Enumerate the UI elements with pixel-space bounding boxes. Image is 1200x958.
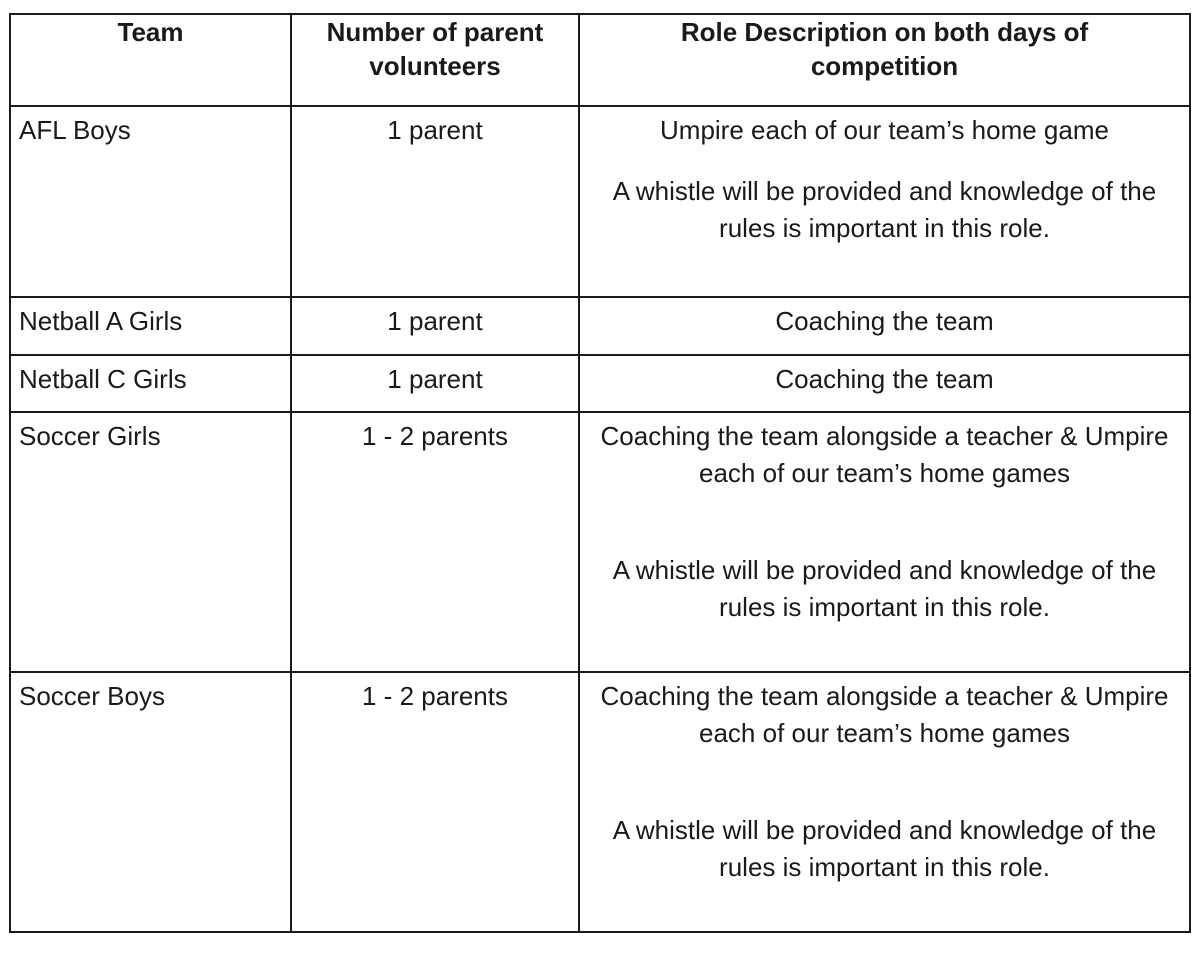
role-description: Coaching the team alongside a teacher & Umpire each of our team’s home games [600, 421, 1169, 488]
table-row [10, 412, 1190, 672]
header-team: Team [10, 14, 291, 106]
role-cell [579, 412, 1190, 672]
team-cell [10, 412, 291, 672]
table-row [10, 672, 1190, 932]
team-name: Soccer Girls [19, 421, 161, 451]
count-cell [291, 297, 579, 355]
table-row [10, 106, 1190, 297]
table-header [10, 14, 1190, 106]
role-note: A whistle will be provided and knowledge of the rules is important in this role. [612, 176, 1157, 243]
team-cell [10, 297, 291, 355]
role-description: Coaching the team [775, 364, 994, 394]
volunteer-count: 1 - 2 parents [362, 681, 508, 711]
count-cell [291, 355, 579, 412]
team-name: AFL Boys [19, 115, 131, 145]
volunteer-table [9, 13, 1191, 933]
team-cell [10, 355, 291, 412]
role-cell [579, 355, 1190, 412]
role-description: Coaching the team [775, 306, 994, 336]
header-count-text: Number of parent volunteers [326, 17, 544, 81]
volunteer-count: 1 - 2 parents [362, 421, 508, 451]
table-row [10, 355, 1190, 412]
team-name: Netball A Girls [19, 306, 183, 336]
team-cell [10, 106, 291, 297]
count-cell [291, 672, 579, 932]
team-name: Netball C Girls [19, 364, 187, 394]
role-description: Umpire each of our team’s home game [660, 115, 1109, 145]
role-note: A whistle will be provided and knowledge of the rules is important in this role. [612, 815, 1157, 882]
volunteer-count: 1 parent [387, 306, 483, 336]
header-row [10, 14, 1190, 106]
role-cell [579, 297, 1190, 355]
role-cell [579, 672, 1190, 932]
role-cell [579, 106, 1190, 297]
team-cell [10, 672, 291, 932]
header-role [579, 14, 1190, 106]
count-cell [291, 412, 579, 672]
role-note: A whistle will be provided and knowledge of the rules is important in this role. [612, 555, 1157, 622]
header-count [291, 14, 579, 106]
role-description: Coaching the team alongside a teacher & Umpire each of our team’s home games [600, 681, 1169, 748]
table-row [10, 297, 1190, 355]
team-name: Soccer Boys [19, 681, 165, 711]
header-role-text: Role Description on both days of competition [680, 17, 1089, 81]
count-cell [291, 106, 579, 297]
volunteer-count: 1 parent [387, 364, 483, 394]
volunteer-count: 1 parent [387, 115, 483, 145]
